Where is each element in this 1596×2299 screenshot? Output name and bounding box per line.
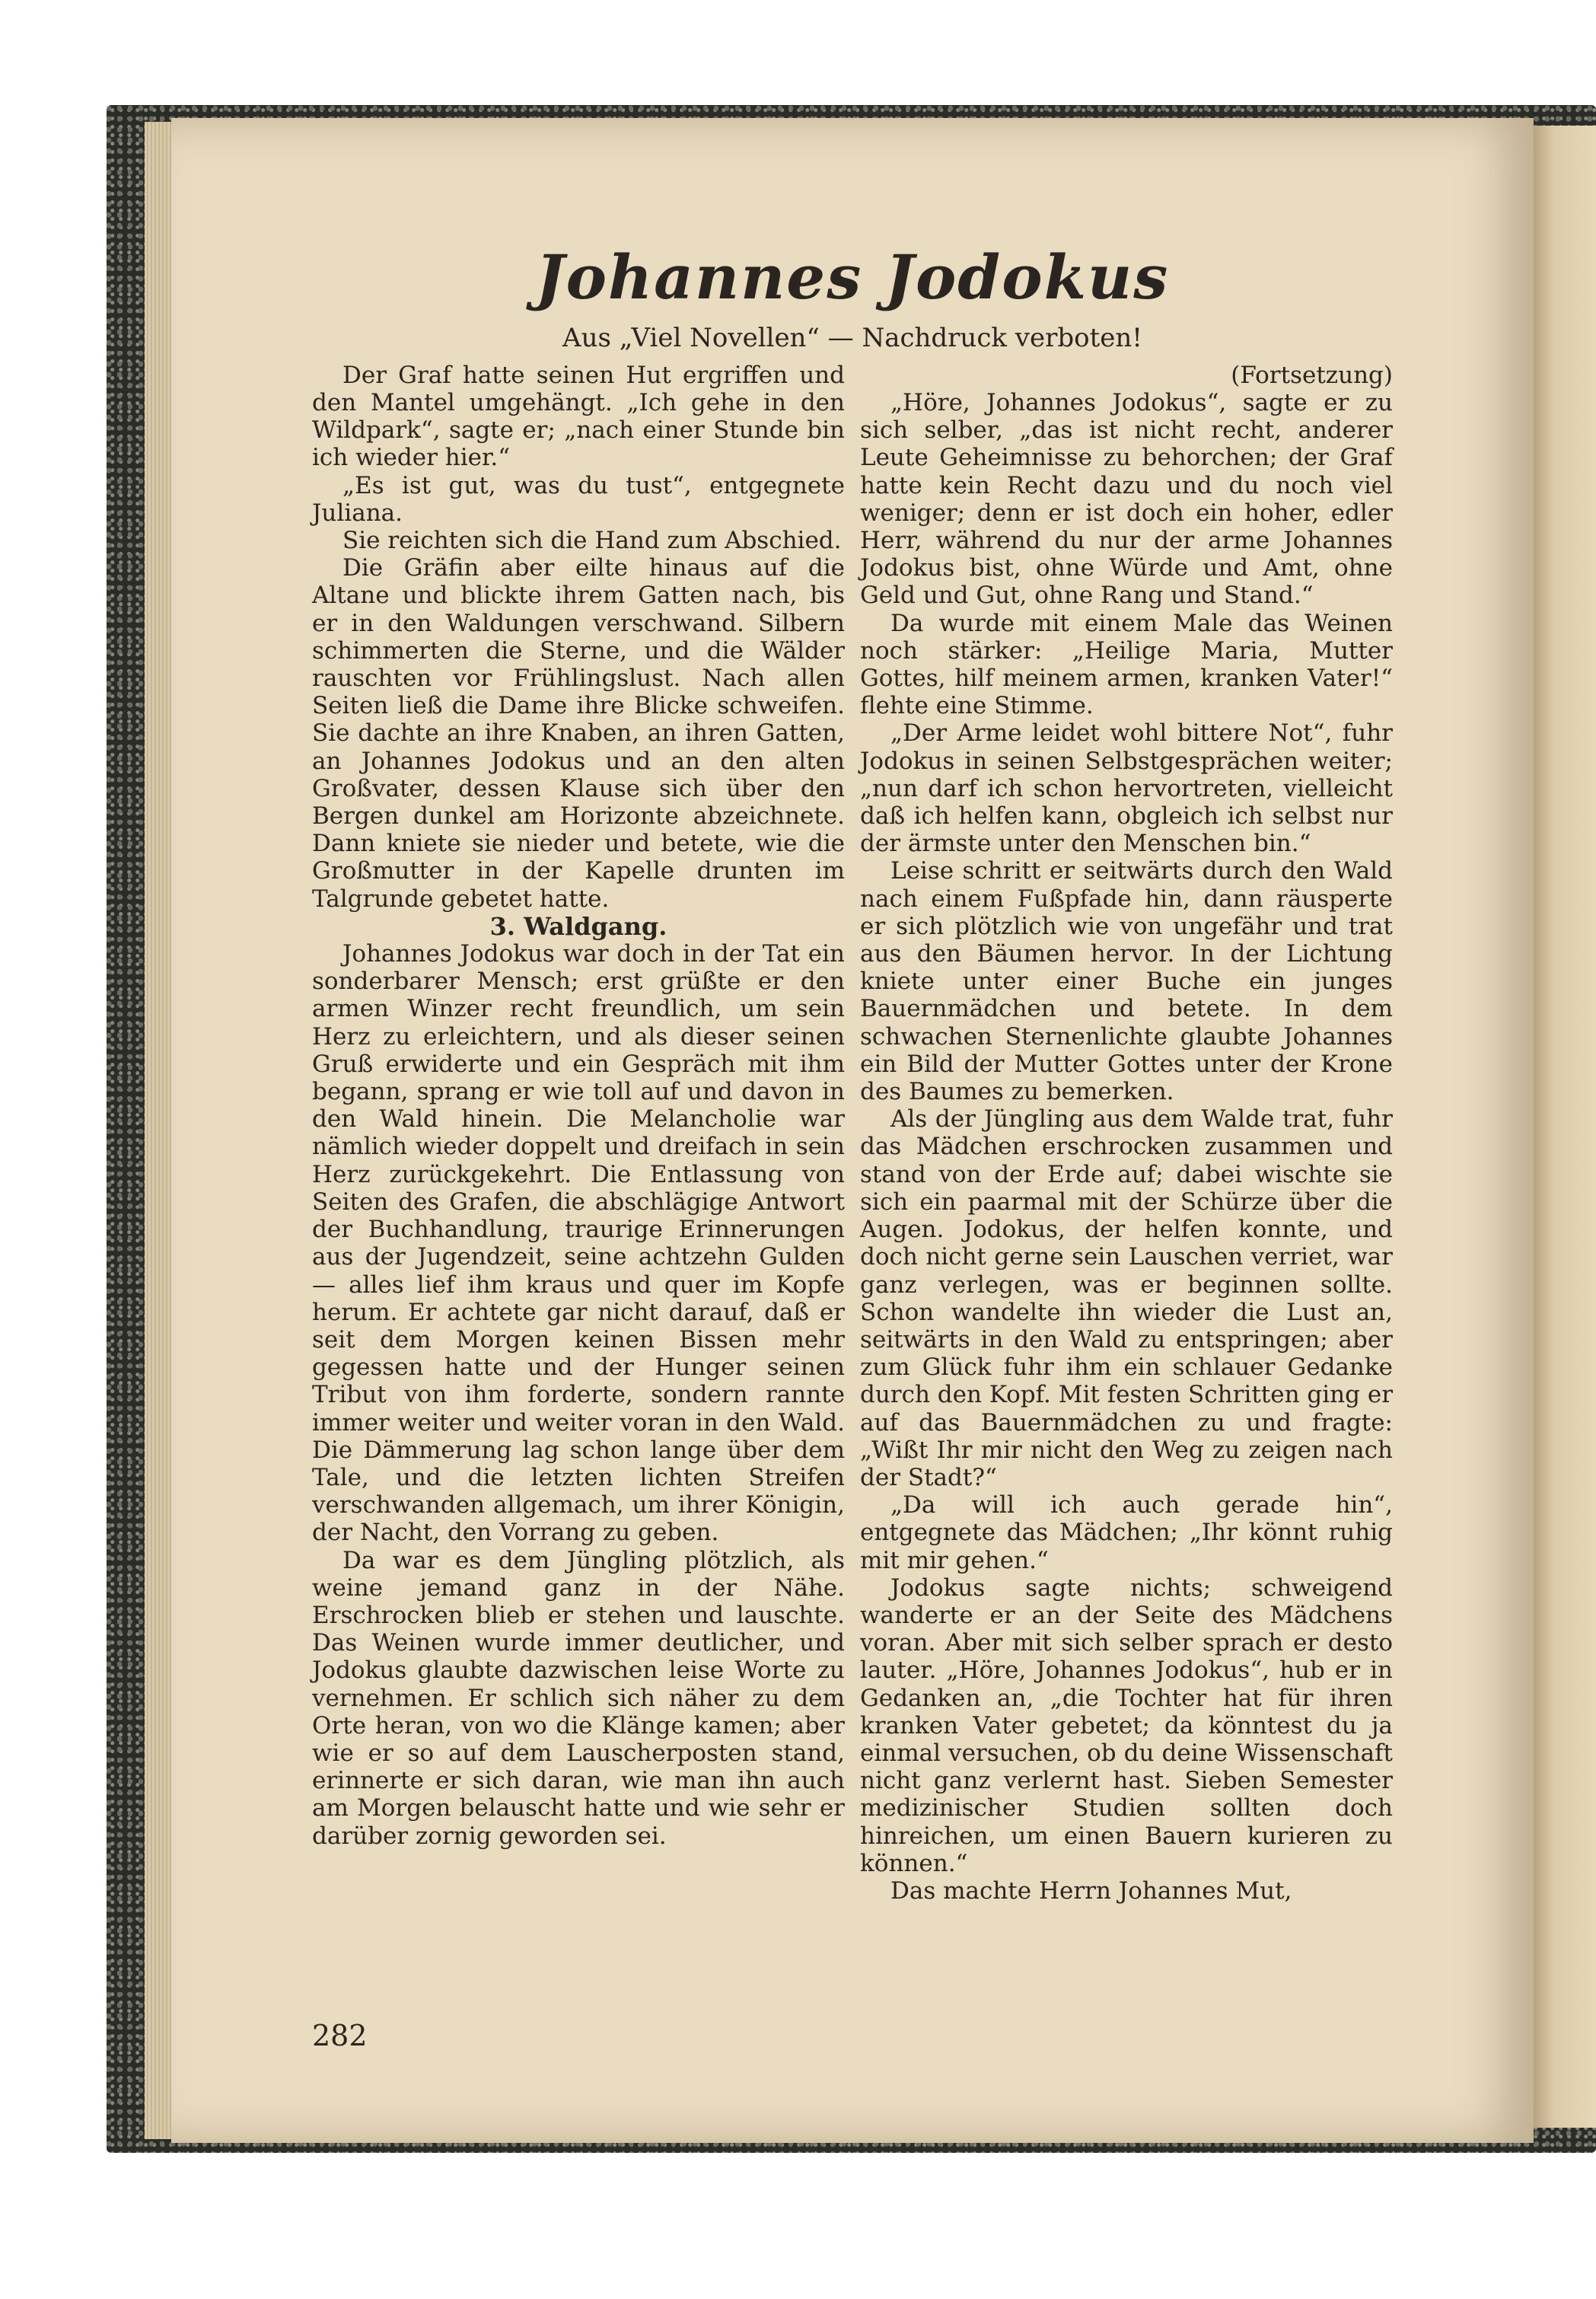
paragraph: Sie reichten sich die Hand zum Abschied. bbox=[342, 527, 842, 555]
paragraph: Da war es dem Jüngling plötzlich, als weine jemand ganz in der Nähe. Erschrocken blieb er stehen und lauschte. Das Weinen wurde immer deutlicher, und Jodokus glaubte dazwischen leise Worte zu vernehmen. Er schlich sich näher zu dem Orte heran, von wo die Klänge kamen; aber wie er so auf dem Lauscherposten stand, erinnerte er sich daran, wie man ihn auch am Morgen belauscht hatte und wie sehr er darüber zornig geworden sei. bbox=[312, 1546, 845, 1850]
story-subtitle: Aus „Viel Novellen“ — Nachdruck verboten! bbox=[562, 323, 1142, 353]
page-edge-stack bbox=[145, 122, 175, 2139]
paragraph: Da wurde mit einem Male das Weinen noch stärker: „Heilige Maria, Mutter Gottes, hilf meinem armen, kranken Vater!“ flehte eine Stimme. bbox=[860, 609, 1393, 720]
paragraph: „Es ist gut, was du tust“, entgegnete Juliana. bbox=[312, 471, 845, 527]
story-title: Johannes Jodokus bbox=[535, 241, 1170, 313]
paragraph: Johannes Jodokus war doch in der Tat ein sonderbarer Mensch; erst grüßte er den armen Winzer recht freundlich, um sein Herz zu erleichtern, und als dieser seinen Gruß erwiderte und ein Gespräch mit ihm begann, sprang er wie toll auf und davon in den Wald hinein. Die Melancholie war nämlich wieder doppelt und dreifach in sein Herz zurückgekehrt. Die Entlassung von Seiten des Grafen, die abschlägige Antwort der Buchhandlung, traurige Erinnerungen aus der Jugendzeit, seine achtzehn Gulden — alles lief ihm kraus und quer im Kopfe herum. Er achtete gar nicht darauf, daß er seit dem Morgen keinen Bissen mehr gegessen hatte und der Hunger seinen Tribut von ihm forderte, sondern rannte immer weiter und weiter voran in den Wald. Die Dämmerung lag schon lange über dem Tale, und die letzten lichten Streifen verschwanden allgemach, um ihrer Königin, der Nacht, den Vorrang zu geben. bbox=[312, 940, 845, 1547]
section-heading: 3. Waldgang. bbox=[489, 911, 667, 941]
paragraph: Als der Jüngling aus dem Walde trat, fuhr das Mädchen erschrocken zusammen und stand von der Erde auf; dabei wischte sie sich ein paarmal mit der Schürze über die Augen. Jodokus, der helfen konnte, und doch nicht gerne sein Lauschen verriet, war ganz verlegen, was er beginnen sollte. Schon wandelte ihn wieder die Lust an, seitwärts in den Wald zu entspringen; aber zum Glück fuhr ihm ein schlauer Gedanke durch den Kopf. Mit festen Schritten ging er auf das Bauernmädchen zu und fragte: „Wißt Ihr mir nicht den Weg zu zeigen nach der Stadt?“ bbox=[860, 1105, 1394, 1491]
continuation-note: (Fortsetzung) bbox=[1231, 361, 1393, 389]
paragraph: Die Gräfin aber eilte hinaus auf die Altane und blickte ihrem Gatten nach, bis er in den Waldungen verschwand. Silbern schimmerten die Sterne, und die Wälder rauschten vor Frühlingslust. Nach allen Seiten ließ die Dame ihre Blicke schweifen. Sie dachte an ihre Knaben, an ihren Gatten, an Johannes Jodokus und an den alten Großvater, dessen Klause sich über den Bergen dunkel am Horizonte abzeichnete. Dann kniete sie nieder und betete, wie die Großmutter in der Kapelle drunten im Talgrunde gebetet hatte. bbox=[312, 554, 845, 913]
right-column bbox=[860, 362, 1393, 1905]
paragraph: Das machte Herrn Johannes Mut, bbox=[890, 1877, 1292, 1905]
paragraph: Jodokus sagte nichts; schweigend wanderte er an der Seite des Mädchens voran. Aber mit sich selber sprach er desto lauter. „Höre, Johannes Jodokus“, hub er in Gedanken an, „die Tochter hat für ihren kranken Vater gebetet; da könntest du ja einmal versuchen, ob du deine Wissenschaft nicht ganz verlernt hast. Sieben Semester medizinischer Studien sollten doch hinreichen, um einen Bauern kurieren zu können.“ bbox=[860, 1574, 1393, 1877]
text-columns bbox=[312, 362, 1393, 1905]
paragraph: „Der Arme leidet wohl bittere Not“, fuhr Jodokus in seinen Selbstgesprächen weiter; „nun darf ich schon hervortreten, vielleicht daß ich helfen kann, obgleich ich selbst nur der ärmste unter den Menschen bin.“ bbox=[860, 719, 1393, 858]
page-content bbox=[312, 241, 1394, 1905]
left-column bbox=[312, 362, 845, 1905]
facing-page-edge bbox=[1531, 126, 1596, 2128]
paragraph: „Höre, Johannes Jodokus“, sagte er zu sich selber, „das ist nicht recht, anderer Leute Geheimnisse zu behorchen; der Graf hatte kein Recht dazu und du noch viel weniger; denn er ist doch ein hoher, edler Herr, während du nur der arme Johannes Jodokus bist, ohne Würde und Amt, ohne Geld und Gut, ohne Rang und Stand.“ bbox=[860, 389, 1393, 610]
paragraph: Der Graf hatte seinen Hut ergriffen und den Mantel umgehängt. „Ich gehe in den Wildpark“, sagte er; „nach einer Stunde bin ich wieder hier.“ bbox=[312, 361, 845, 472]
paragraph: „Da will ich auch gerade hin“, entgegnete das Mädchen; „Ihr könnt ruhig mit mir gehen.“ bbox=[860, 1491, 1393, 1574]
paragraph: Leise schritt er seitwärts durch den Wald nach einem Fußpfade hin, dann räusperte er sich plötzlich wie von ungefähr und trat aus den Bäumen hervor. In der Lichtung kniete unter einer Buche ein junges Bauernmädchen und betete. In dem schwachen Sternenlichte glaubte Johannes ein Bild der Mutter Gottes unter der Krone des Baumes zu bemerken. bbox=[860, 857, 1393, 1106]
page-number: 282 bbox=[312, 2019, 368, 2052]
